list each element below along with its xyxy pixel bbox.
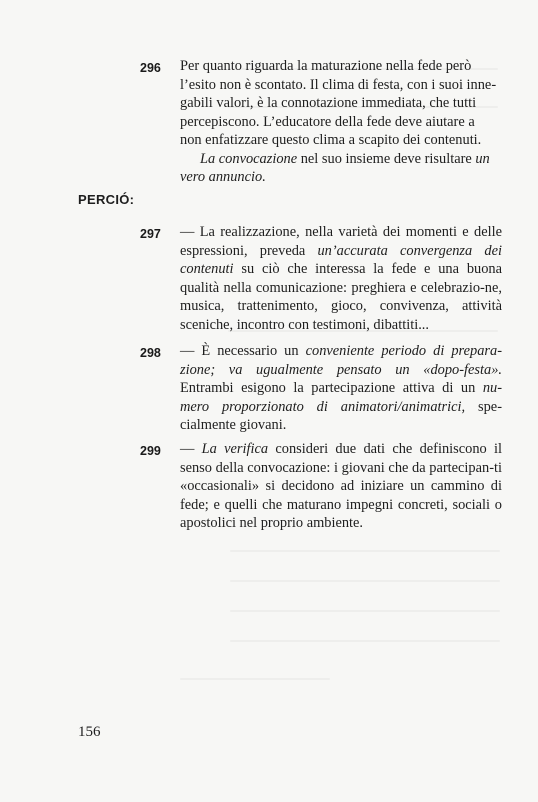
text-line: vero annuncio.: [180, 169, 266, 185]
paragraph-296: [180, 57, 502, 187]
paragraph-number: 299: [140, 444, 161, 458]
section-heading: PERCIÓ:: [78, 192, 135, 207]
paragraph-299: — La verifica consideri due dati che definiscono il senso della convocazione: i giovani che da partecipan-ti «occasionali» si decidono ad iniziare un cammino di fede; e quelli che maturano impegni concreti, sociali o apostolici nel proprio ambiente.: [180, 441, 502, 531]
text-line: gabili valori, è la connotazione immediata, che tutti: [180, 95, 477, 111]
text-line: l’esito non è scontato. Il clima di festa, con i suoi inne-: [180, 76, 497, 93]
paragraph-number: 297: [140, 227, 161, 241]
text-line: La convocazione nel suo insieme deve risultare un: [200, 150, 490, 167]
page-number: 156: [78, 724, 101, 740]
paragraph-298: — È necessario un conveniente periodo di prepara-zione; va ugualmente pensato un «dopo-festa». Entrambi esigono la partecipazione attiva di un nu-mero proporzionato di animatori/animatrici, spe-cialmente giovani.: [180, 343, 502, 433]
text-line: percepiscono. L’educatore della fede deve aiutare a: [180, 113, 475, 130]
text-line: non enfatizzare questo clima a scapito dei contenuti.: [180, 132, 482, 148]
paragraph-number: 298: [140, 346, 161, 360]
text-line: Per quanto riguarda la maturazione nella fede però: [180, 58, 472, 74]
paragraph-number: 296: [140, 61, 161, 75]
paragraph-297: — La realizzazione, nella varietà dei momenti e delle espressioni, preveda un’accurata convergenza dei contenuti su ciò che interessa la fede e una buona qualità nella comunicazione: preghiera e celebrazio-ne, musica, trattenimento, gioco, convivenza, attività sceniche, incontro con testimoni, dibattiti...: [180, 224, 502, 333]
